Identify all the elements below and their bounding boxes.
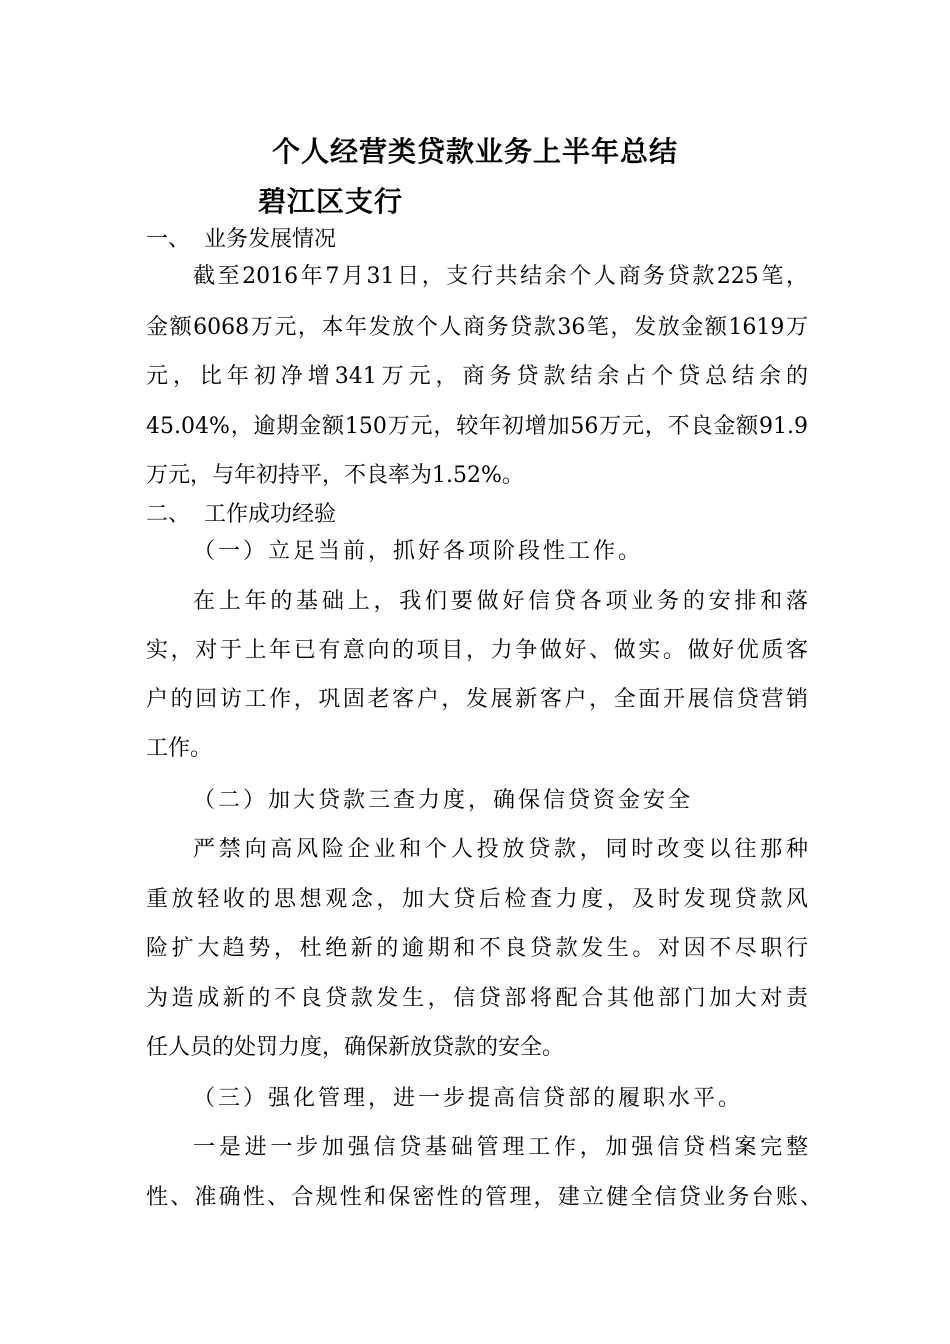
section-number: 一、 <box>146 227 191 252</box>
paragraph-line: 45.04%，逾期金额150万元，较年初增加56万元，不良金额91.9 <box>146 414 808 439</box>
paragraph-line: 任人员的处罚力度，确保新放贷款的安全。 <box>146 1035 565 1060</box>
paragraph-line: 工作。 <box>146 736 213 761</box>
subsection-heading-1: （一）立足当前，抓好各项阶段性工作。 <box>193 539 644 564</box>
paragraph-line: 险扩大趋势，杜绝新的逾期和不良贷款发生。对因不尽职行 <box>146 936 808 961</box>
paragraph-line: 重放轻收的思想观念，加大贷后检查力度，及时发现贷款风 <box>146 887 808 912</box>
paragraph-line: 在上年的基础上，我们要做好信贷各项业务的安排和落 <box>193 589 808 614</box>
paragraph-line: 性、准确性、合规性和保密性的管理，建立健全信贷业务台账、 <box>146 1185 822 1210</box>
paragraph-line: 截至2016年7月31日，支行共结余个人商务贷款225笔， <box>193 264 808 289</box>
paragraph-line: 户的回访工作，巩固老客户，发展新客户，全面开展信贷营销 <box>146 687 808 712</box>
section-heading-1 <box>146 222 336 253</box>
paragraph-line: 为造成新的不良贷款发生，信贷部将配合其他部门加大对责 <box>146 986 808 1011</box>
document-title: 个人经营类贷款业务上半年总结 <box>271 135 678 168</box>
paragraph-line: 实，对于上年已有意向的项目，力争做好、做实。做好优质客 <box>146 638 808 663</box>
paragraph-line: 严禁向高风险企业和个人投放贷款，同时改变以往那种 <box>193 837 808 862</box>
section-title: 业务发展情况 <box>204 227 337 252</box>
paragraph-line: 万元，与年初持平，不良率为1.52%。 <box>146 463 524 488</box>
paragraph-line: 金额6068万元，本年发放个人商务贷款36笔，发放金额1619万 <box>146 315 808 340</box>
subsection-heading-2: （二）加大贷款三查力度，确保信贷资金安全 <box>193 788 694 813</box>
section-heading-2 <box>146 497 336 528</box>
paragraph-line: 元，比年初净增341万元，商务贷款结余占个贷总结余的 <box>146 364 808 389</box>
branch-name: 碧江区支行 <box>258 185 404 218</box>
section-number: 二、 <box>146 502 191 527</box>
section-title: 工作成功经验 <box>204 502 337 527</box>
subsection-heading-3: （三）强化管理，进一步提高信贷部的履职水平。 <box>193 1086 744 1111</box>
paragraph-line: 一是进一步加强信贷基础管理工作，加强信贷档案完整 <box>193 1135 808 1160</box>
